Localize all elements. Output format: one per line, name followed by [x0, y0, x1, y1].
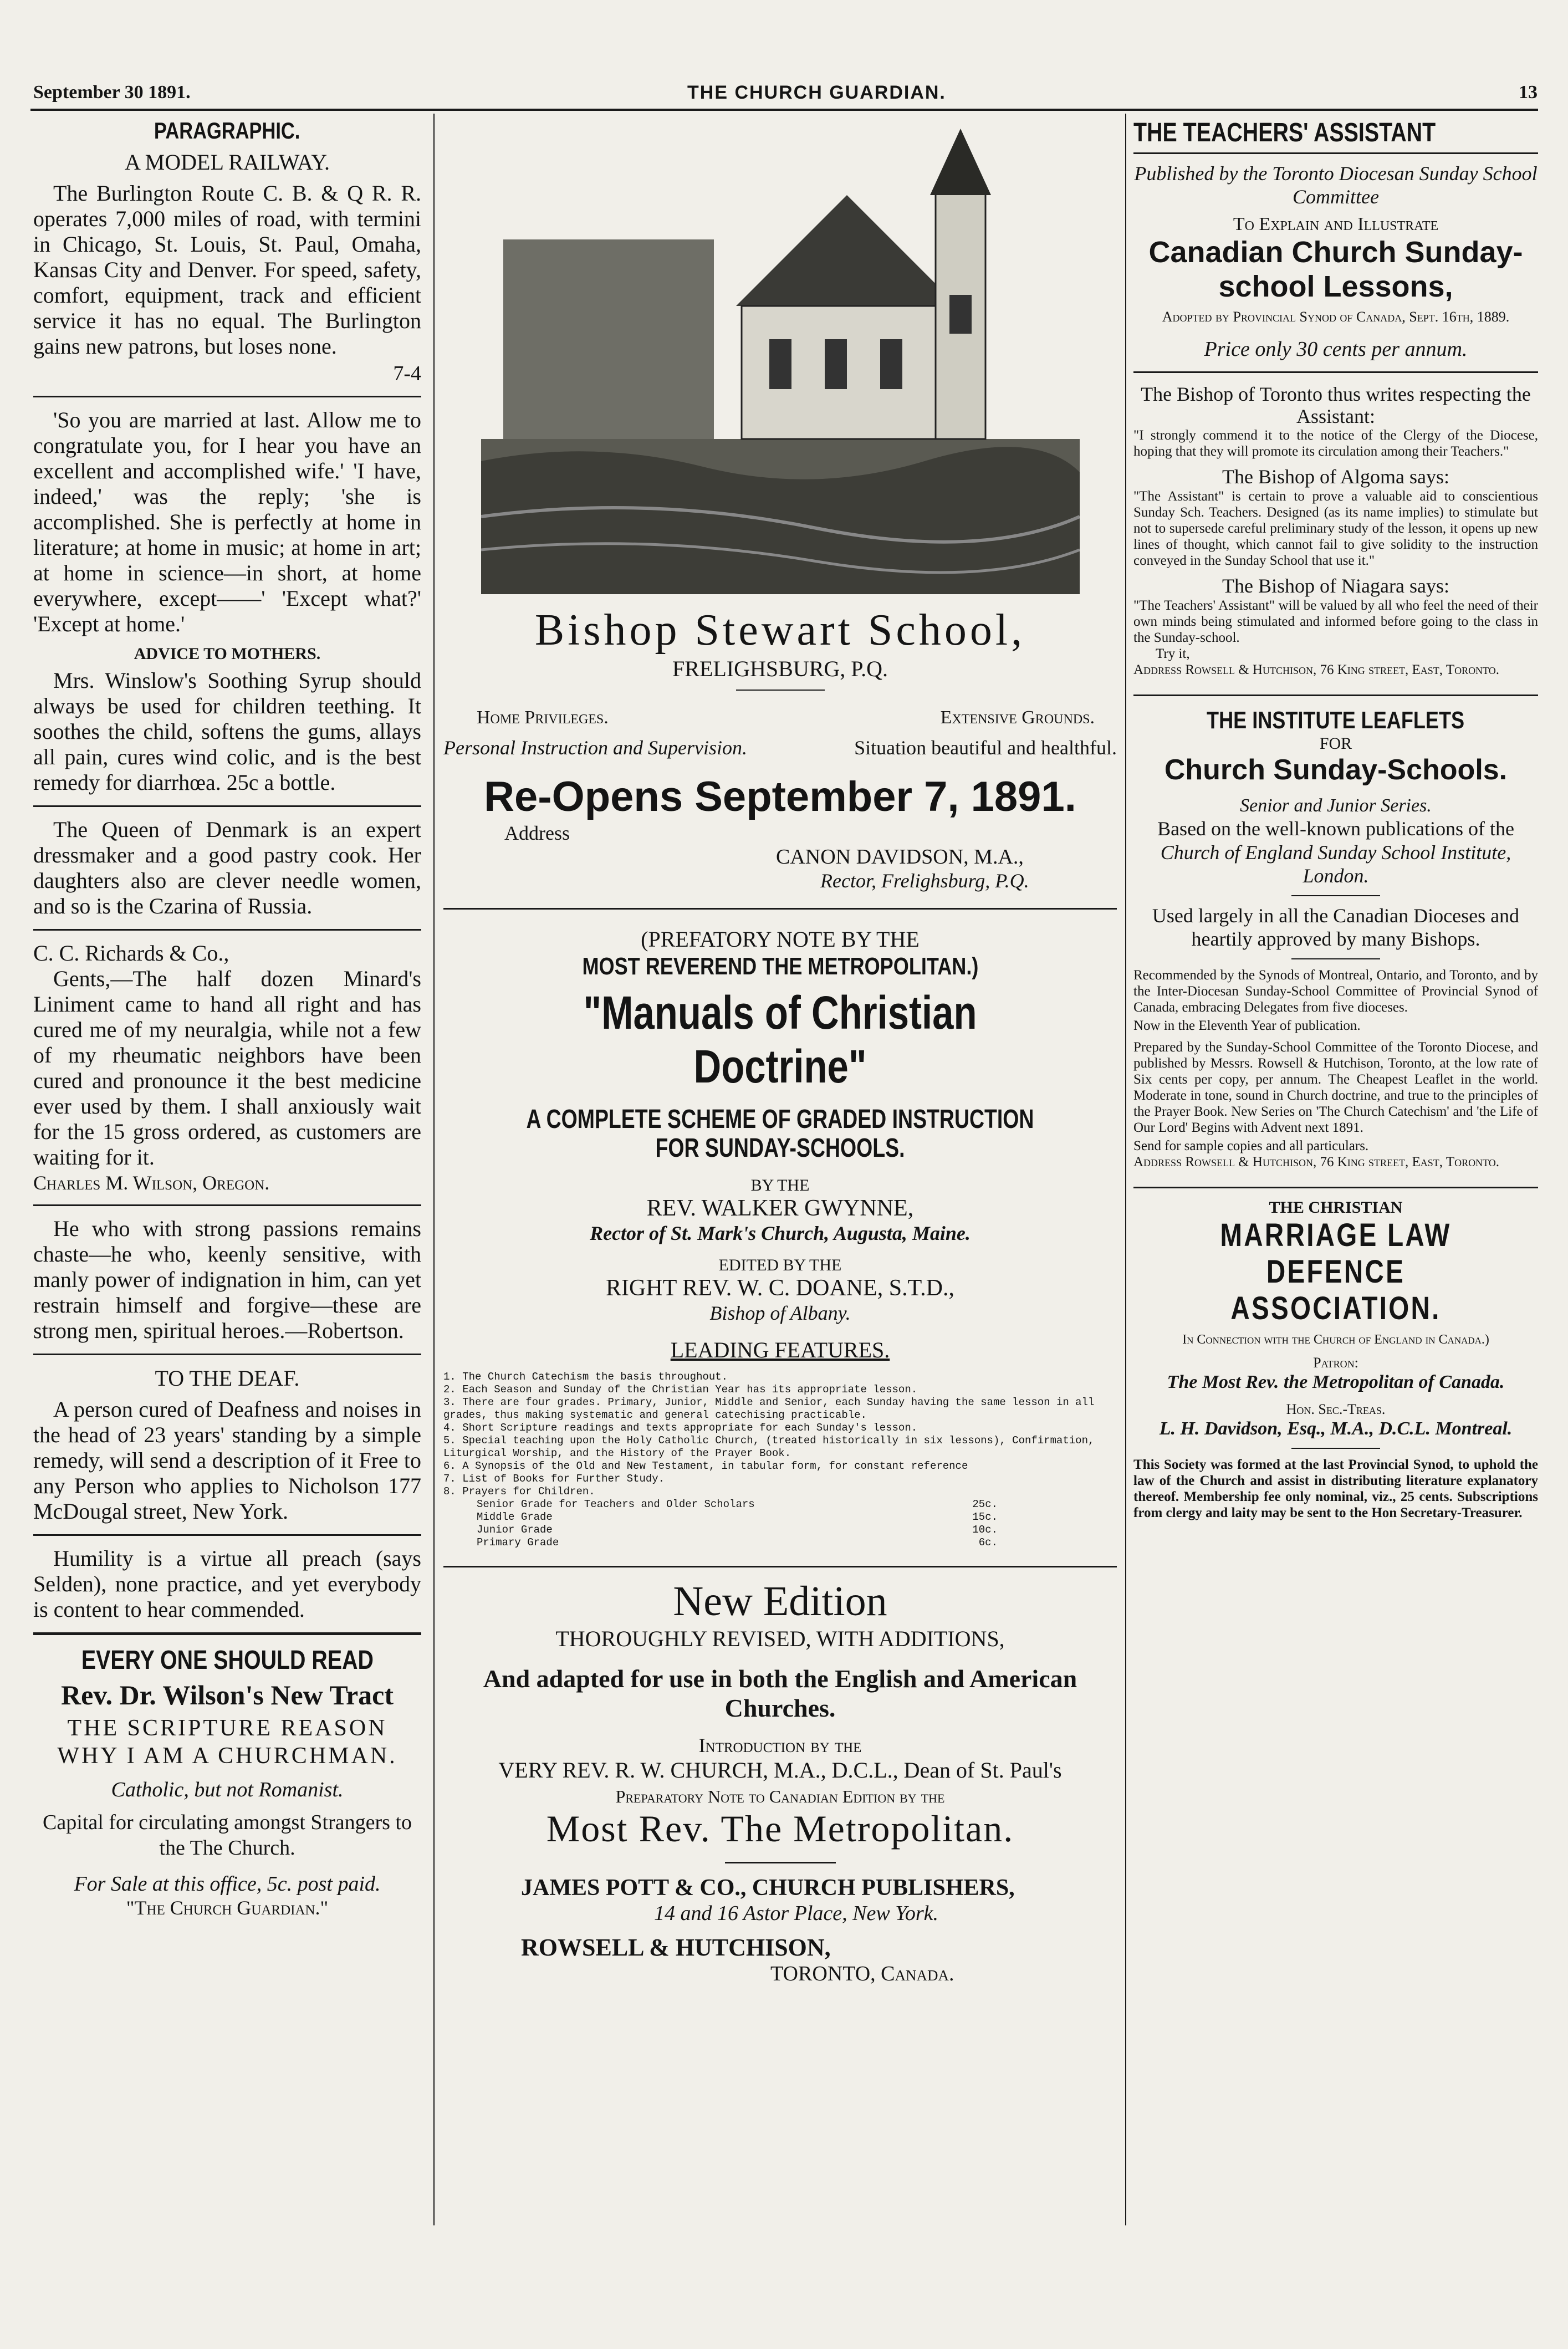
recommended: Recommended by the Synods of Montreal, Ontario, and Toronto, and by the Inter-Diocesan Sunday-School Committee of Provincial Synod of Canada, embracing Delegates from five dioceses.: [1133, 968, 1538, 1015]
institute-leaflets: THE INSTITUTE LEAFLETS: [1207, 707, 1465, 734]
railway-text: The Burlington Route C. B. & Q R. R. operates 7,000 miles of road, with termini in Chicago, St. Louis, St. Paul, Omaha, Kansas City and Denver. For speed, safety, comfort, equipment, track and efficient service it has no equal. The Burlington gains new patrons, but loses none.: [33, 181, 421, 359]
gwynne: REV. WALKER GWYNNE,: [646, 1196, 914, 1221]
price-annum: Price only 30 cents per annum.: [1204, 338, 1468, 361]
canadian-lessons: Canadian Church Sunday-school Lessons,: [1148, 236, 1523, 303]
preparatory-note: Preparatory Note to Canadian Edition by the: [615, 1786, 945, 1806]
feature-item: 1. The Church Catechism the basis throughout.: [443, 1371, 728, 1383]
toronto-canada: TORONTO, Canada.: [770, 1962, 954, 1985]
doane: RIGHT REV. W. C. DOANE, S.T.D.,: [606, 1275, 954, 1301]
home-privileges: Home Privileges.: [477, 707, 609, 728]
prepared-by: Prepared by the Sunday-School Committee of the Toronto Diocese, and published by Messrs. Rowsell & Hutchison, Toronto, at the low rate of Six cents per copy, per annum. The Cheapest Leaflet in the world. Moderate in tone, sound in Church doctrine, and true to the principles of the Prayer Book. New Series on 'The Church Catechism' and 'the Life of Our Lord' Begins with Advent next 1891.: [1133, 1040, 1538, 1135]
price-value: 6c.: [978, 1536, 998, 1549]
feature-item: 7. List of Books for Further Study.: [443, 1473, 665, 1485]
davidson: L. H. Davidson, Esq., M.A., D.C.L. Montreal.: [1159, 1418, 1513, 1439]
feature-item: 6. A Synopsis of the Old and New Testament, in tabular form, for constant reference: [443, 1460, 968, 1472]
tract-capital: Capital for circulating amongst Strangers to the The Church.: [43, 1811, 412, 1860]
school-name: Bishop Stewart School,: [534, 606, 1026, 655]
send-samples: Send for sample copies and all particulars.: [1133, 1138, 1369, 1153]
niagara-bishop: The Bishop of Niagara says:: [1222, 575, 1449, 597]
by-the: BY THE: [750, 1176, 810, 1194]
published-by: Published by the Toronto Diocesan Sunday School Committee: [1134, 162, 1538, 208]
tract-sale: For Sale at this office, 5c. post paid.: [74, 1872, 381, 1896]
price-value: 10c.: [972, 1524, 998, 1536]
price-label: Junior Grade: [477, 1524, 553, 1536]
price-label: Primary Grade: [477, 1536, 559, 1549]
mothers-title: ADVICE TO MOTHERS.: [134, 645, 321, 663]
price-label: Middle Grade: [477, 1511, 553, 1523]
church-engraving: [481, 129, 1080, 594]
most-rev: Most Rev. The Metropolitan.: [546, 1807, 1014, 1850]
feature-item: 8. Prayers for Children.: [443, 1485, 595, 1498]
price-value: 15c.: [972, 1511, 998, 1523]
page-number: 13: [1519, 82, 1538, 103]
coe-institute: Church of England Sunday School Institute, London.: [1160, 841, 1511, 887]
header-date: September 30 1891.: [33, 82, 191, 103]
connection: In Connection with the Church of England in Canada.): [1182, 1332, 1489, 1347]
tract-title: EVERY ONE SHOULD READ: [81, 1646, 374, 1675]
price-list: [477, 1498, 998, 1549]
extensive-grounds: Extensive Grounds.: [940, 707, 1095, 728]
complete-scheme: A COMPLETE SCHEME OF GRADED INSTRUCTION FOR SUNDAY-SCHOOLS.: [526, 1105, 1034, 1163]
school-place: FRELIGHSBURG, P.Q.: [672, 656, 888, 681]
rowsell-hutchison: ROWSELL & HUTCHISON,: [521, 1934, 831, 1961]
used-largely: Used largely in all the Canadian Dioceses and heartily approved by many Bishops.: [1152, 905, 1520, 950]
niagara-quote: "The Teachers' Assistant" will be valued by all who feel the need of their own minds being stimulated and informed before going to the class in the Sunday-school.: [1133, 598, 1538, 645]
tract-office: "The Church Guardian.": [126, 1897, 329, 1919]
feature-item: 2. Each Season and Sunday of the Christian Year has its appropriate lesson.: [443, 1383, 918, 1396]
minard-signature: Charles M. Wilson, Oregon.: [33, 1172, 270, 1194]
toronto-quote: "I strongly commend it to the notice of the Clergy of the Diocese, hoping that they will promote its circulation among their Teachers.": [1133, 428, 1538, 459]
reopens: Re-Opens September 7, 1891.: [484, 773, 1076, 820]
married-text: 'So you are married at last. Allow me to congratulate you, for I hear you have an excellent and accomplished wife.' 'I have, indeed,' was the reply; 'she is accomplished. She is perfectly at home in literature; at home in music; at home in art; at home in science—in short, at home everywhere, except——' 'Except what?' 'Except at home.': [33, 407, 421, 636]
church-illustration: [481, 129, 1080, 594]
edited-by: EDITED BY THE: [718, 1256, 842, 1274]
right-column: [1133, 118, 1538, 1521]
passions-text: He who with strong passions remains chaste—he who, keenly sensitive, with manly power of indignation in him, can yet restrain himself and forgive—these are strong men, spiritual heroes.—Robertson.: [33, 1216, 421, 1343]
church-dean: VERY REV. R. W. CHURCH, M.A., D.C.L., Dean of St. Paul's: [498, 1758, 1062, 1783]
denmark-text: The Queen of Denmark is an expert dressmaker and a good pastry cook. Her daughters also are clever needle women, and so is the Czarina of Russia.: [33, 817, 421, 918]
adopted: Adopted by Provincial Synod of Canada, Sept. 16th, 1889.: [1162, 309, 1510, 325]
features-list: [443, 1371, 1117, 1498]
tract-tagline: Catholic, but not Romanist.: [111, 1778, 344, 1801]
prefatory: (PREFATORY NOTE BY THE: [641, 927, 920, 952]
patron: Patron:: [1313, 1355, 1358, 1371]
toronto-bishop: The Bishop of Toronto thus writes respecting the Assistant:: [1141, 383, 1531, 427]
society-text: This Society was formed at the last Provincial Synod, to uphold the law of the Church and assist in distributing literature explanatory thereof. Membership fee only nominal, viz., 25 cents. Subscriptions from clergy and laity may be sent to the Hon Secretary-Treasurer.: [1133, 1457, 1538, 1520]
institute-for: FOR: [1319, 734, 1352, 753]
hon-sec: Hon. Sec.-Treas.: [1286, 1401, 1386, 1417]
assistant-address: Address Rowsell & Hutchison, 76 King street, East, Toronto.: [1133, 662, 1500, 677]
explain: To Explain and Illustrate: [1233, 214, 1439, 234]
algoma-quote: "The Assistant" is certain to prove a valuable aid to conscientious Sunday Sch. Teachers. Designed (as its name implies) to stimulate but not to supersede careful preliminary study of the lesson, it opens up new lines of thought, which cannot fail to give solidity to the instruction conveyed in the Sunday School that use it.": [1133, 489, 1538, 568]
gwynne-title: Rector of St. Mark's Church, Augusta, Maine.: [590, 1222, 971, 1244]
header-rule: [30, 109, 1538, 111]
pott-publishers: JAMES POTT & CO., CHURCH PUBLISHERS,: [521, 1875, 1015, 1901]
feature-item: 5. Special teaching upon the Holy Catholic Church, (treated historically in six lessons), Confirmation, Liturgical Worship, and the History of the Prayer Book.: [443, 1434, 1095, 1459]
railway-title: A MODEL RAILWAY.: [124, 150, 330, 175]
features-title: LEADING FEATURES.: [670, 1337, 890, 1362]
middle-column: [443, 118, 1117, 1986]
try-it: Try it,: [1156, 646, 1190, 661]
doane-title: Bishop of Albany.: [709, 1302, 851, 1324]
series: Senior and Junior Series.: [1240, 795, 1432, 816]
introduction: Introduction by the: [698, 1734, 862, 1756]
church-sunday-schools: Church Sunday-Schools.: [1164, 754, 1508, 786]
manuals-title: "Manuals of Christian Doctrine": [583, 987, 977, 1092]
humility-text: Humility is a virtue all preach (says Selden), none practice, and yet everybody is content to hear commended.: [33, 1546, 421, 1622]
canon-davidson: CANON DAVIDSON, M.A.,: [776, 845, 1024, 869]
price-label: Senior Grade for Teachers and Older Scholars: [477, 1498, 755, 1510]
new-edition: New Edition: [673, 1578, 887, 1625]
column-rule-right: [1125, 114, 1126, 2225]
send-address: Address Rowsell & Hutchison, 76 King street, East, Toronto.: [1133, 1155, 1500, 1170]
marriage-law: MARRIAGE LAW DEFENCE ASSOCIATION.: [1220, 1217, 1452, 1326]
paragraphic-heading: PARAGRAPHIC.: [154, 118, 300, 144]
mothers-text: Mrs. Winslow's Soothing Syrup should always be used for children teething. It soothes the child, softens the gums, allays all pain, cures wind colic, and is the best remedy for diarrhœa. 25c a bottle.: [33, 668, 421, 795]
tract-author: Rev. Dr. Wilson's New Tract: [60, 1679, 394, 1710]
deaf-text: A person cured of Deafness and noises in the head of 23 years' standing by a simple remedy, will send a description of it Free to any Person who applies to Nicholson 177 McDougal street, New York.: [33, 1397, 421, 1524]
algoma-bishop: The Bishop of Algoma says:: [1222, 466, 1449, 488]
address-label: Address: [504, 822, 570, 844]
header-title: THE CHURCH GUARDIAN.: [687, 82, 946, 103]
railway-ref: 7-4: [393, 362, 421, 385]
column-rule-left: [433, 114, 435, 2225]
situation: Situation beautiful and healthful.: [854, 737, 1117, 759]
thoroughly-revised: THOROUGHLY REVISED, WITH ADDITIONS,: [555, 1626, 1005, 1651]
feature-item: 4. Short Scripture readings and texts appropriate for each Sunday's lesson.: [443, 1422, 918, 1434]
rector: Rector, Frelighsburg, P.Q.: [820, 870, 1029, 892]
pott-address: 14 and 16 Astor Place, New York.: [654, 1902, 939, 1925]
the-christian: THE CHRISTIAN: [1269, 1198, 1403, 1217]
adapted: And adapted for use in both the English and American Churches.: [483, 1664, 1077, 1722]
deaf-title: TO THE DEAF.: [155, 1366, 300, 1391]
price-value: 25c.: [972, 1498, 998, 1510]
assistant-title: THE TEACHERS' ASSISTANT: [1133, 118, 1436, 147]
patron-name: The Most Rev. the Metropolitan of Canada.: [1167, 1372, 1505, 1392]
metropolitan: MOST REVEREND THE METROPOLITAN.): [582, 953, 978, 980]
minard-text: Gents,—The half dozen Minard's Liniment came to hand all right and has cured me of my neuralgia, while not a few of my rheumatic neighbors have been cured and pronounce it the best medicine ever used by them. I shall anxiously wait for the 15 gross ordered, as customers are waiting for it.: [33, 966, 421, 1170]
eleventh-year: Now in the Eleventh Year of publication.: [1133, 1018, 1361, 1033]
minard-from: C. C. Richards & Co.,: [33, 941, 229, 966]
based-on: Based on the well-known publications of the: [1157, 818, 1514, 840]
personal-instruction: Personal Instruction and Supervision.: [443, 737, 747, 759]
tract-name: THE SCRIPTURE REASON WHY I AM A CHURCHMAN.: [57, 1715, 397, 1769]
feature-item: 3. There are four grades. Primary, Junior, Middle and Senior, each Sunday having the same lesson in all grades, thus making systematic and general catechising practicable.: [443, 1396, 1095, 1421]
left-column: [33, 118, 421, 1919]
